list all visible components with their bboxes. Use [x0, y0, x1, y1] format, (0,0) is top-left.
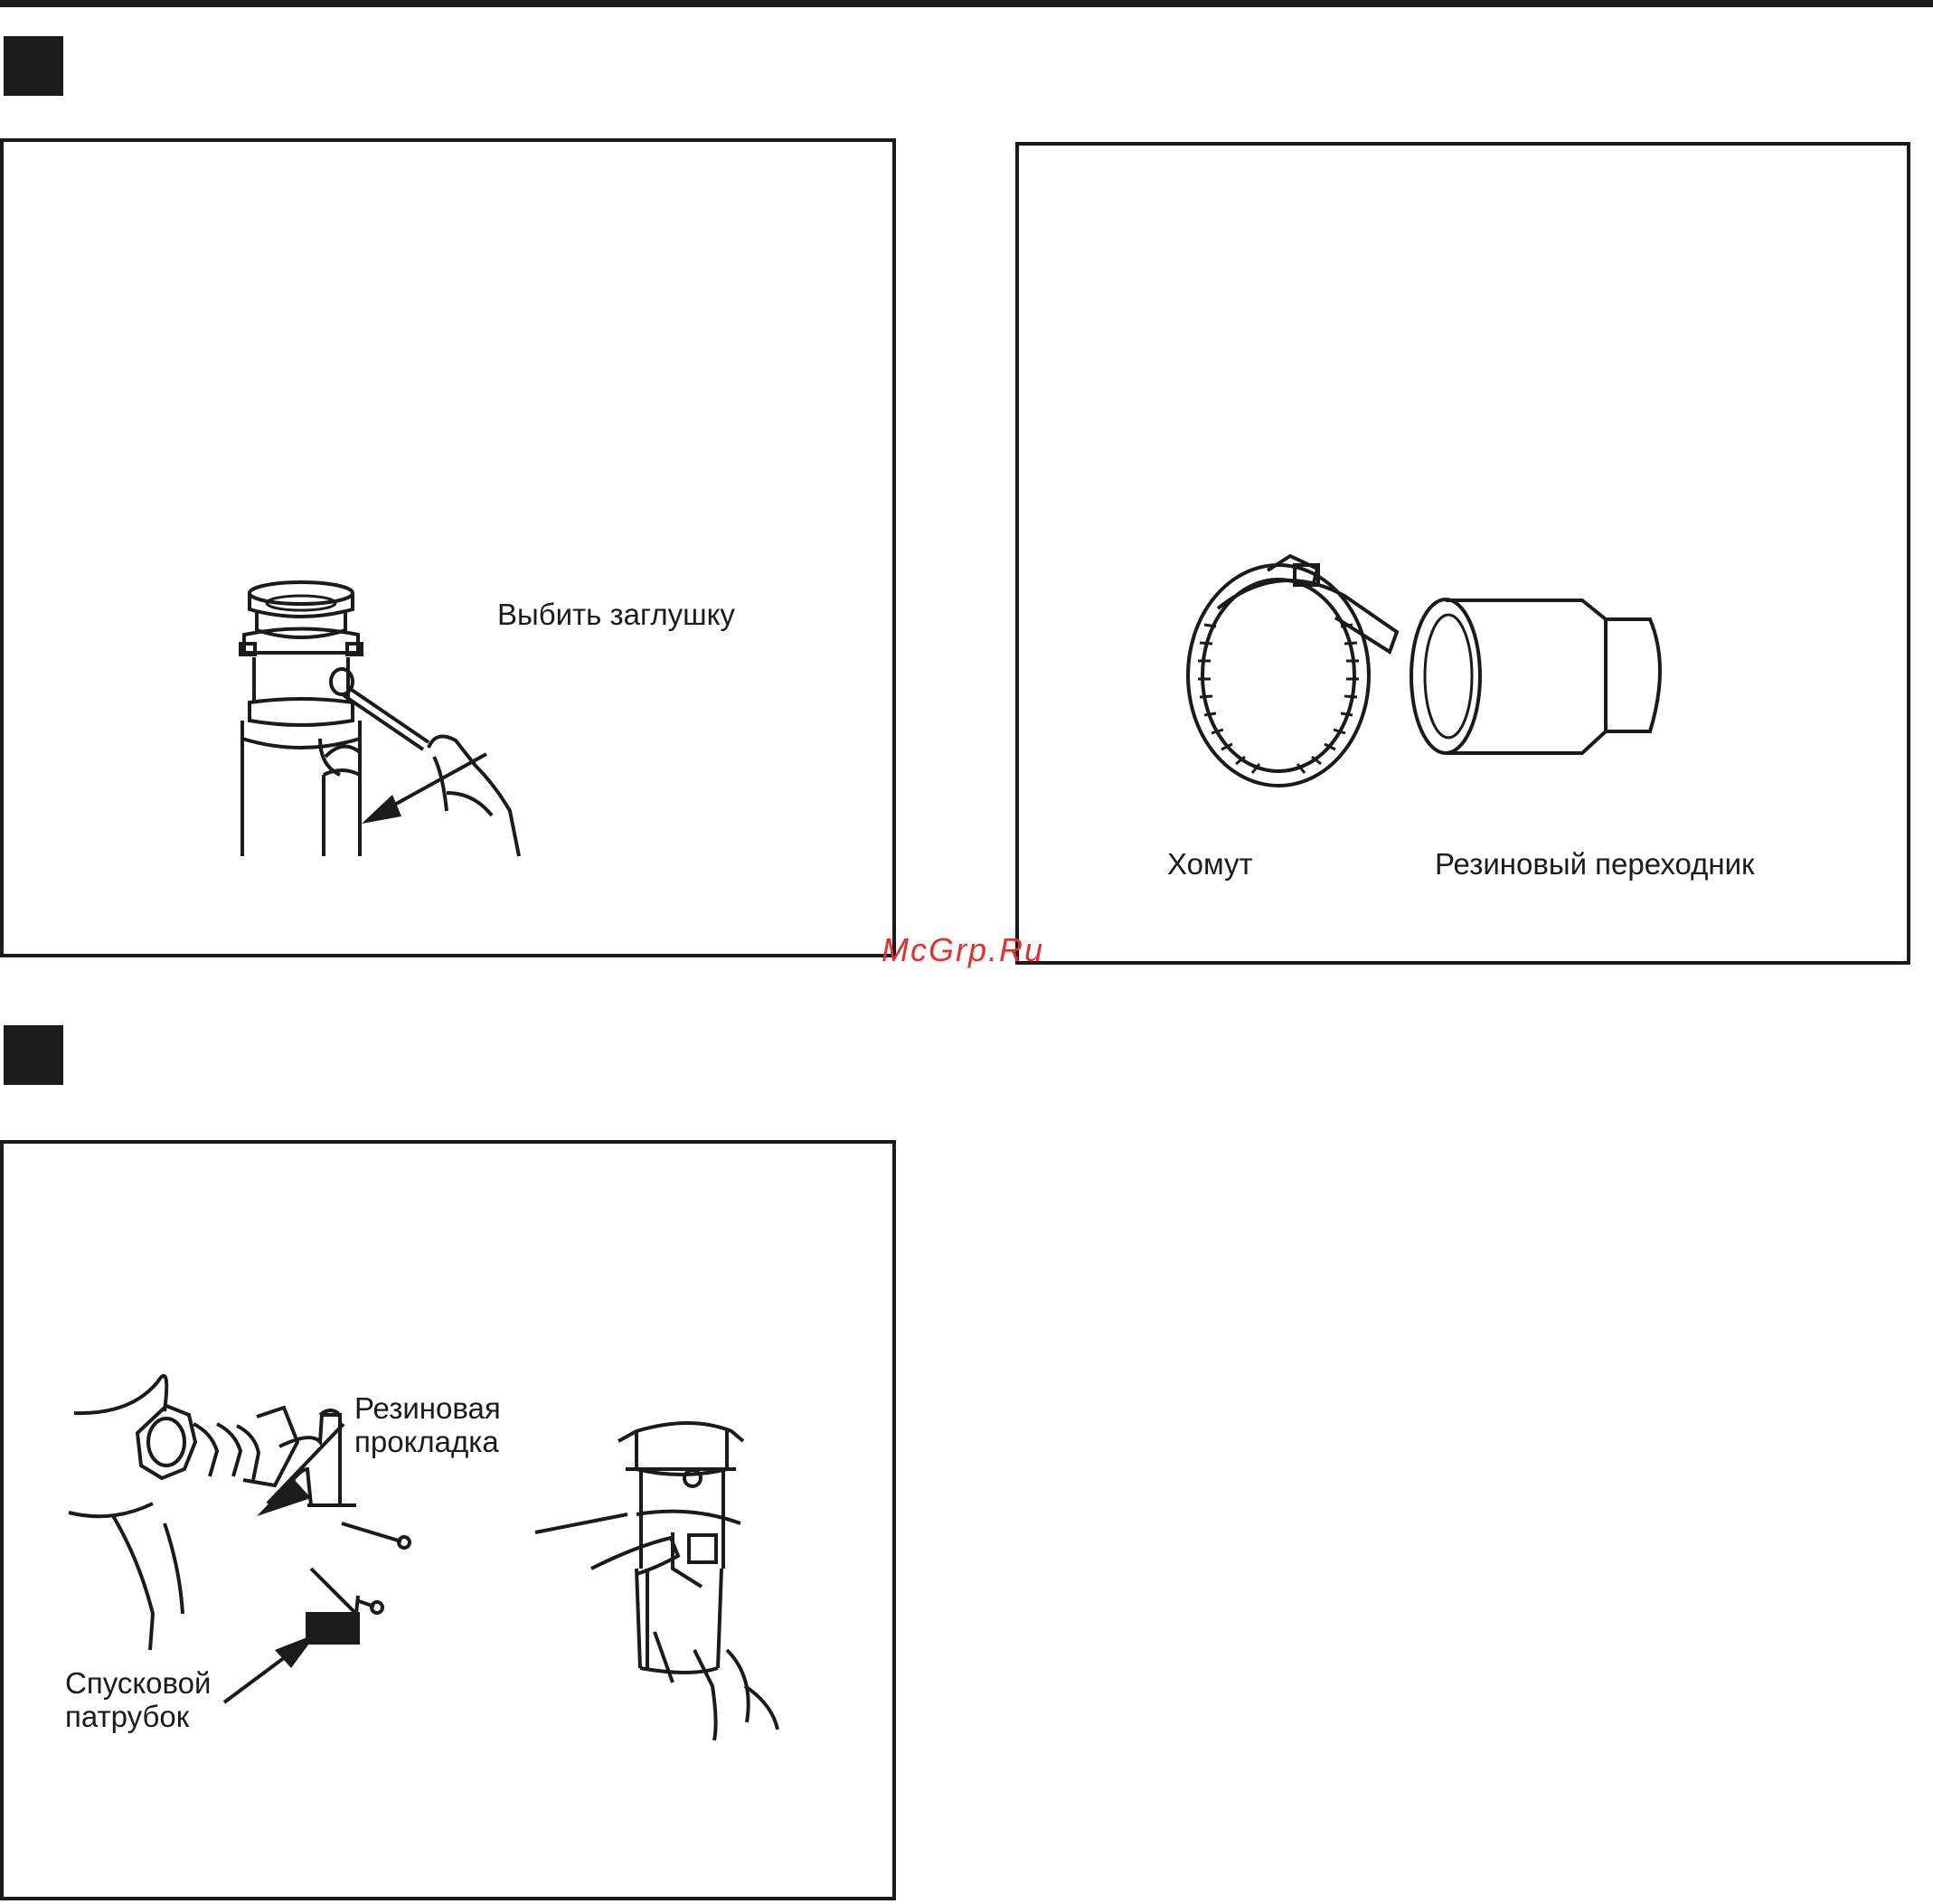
drain-install-panel: [0, 1140, 896, 1900]
rubber-adapter-illustration: [1019, 146, 1914, 968]
arrow-head: [362, 795, 401, 824]
knockout-panel: [0, 138, 896, 957]
gasket-label: Резиновая прокладка: [354, 1391, 501, 1458]
section-2-marker: [4, 1025, 63, 1085]
watermark: McGrp.Ru: [882, 931, 1045, 968]
section-1-marker: [4, 36, 63, 96]
parts-panel: [1015, 142, 1910, 965]
adapter-label: Резиновый переходник: [1435, 847, 1755, 881]
top-rule: [0, 0, 1933, 7]
drain-arrow-head: [275, 1634, 316, 1668]
clamp-label: Хомут: [1167, 847, 1253, 881]
drain-gasket-illustration: [4, 1144, 900, 1904]
disposer-knockout-illustration: [4, 142, 900, 961]
knockout-label: Выбить заглушку: [497, 598, 735, 631]
drain-label: Спусковой патрубок: [65, 1666, 212, 1733]
